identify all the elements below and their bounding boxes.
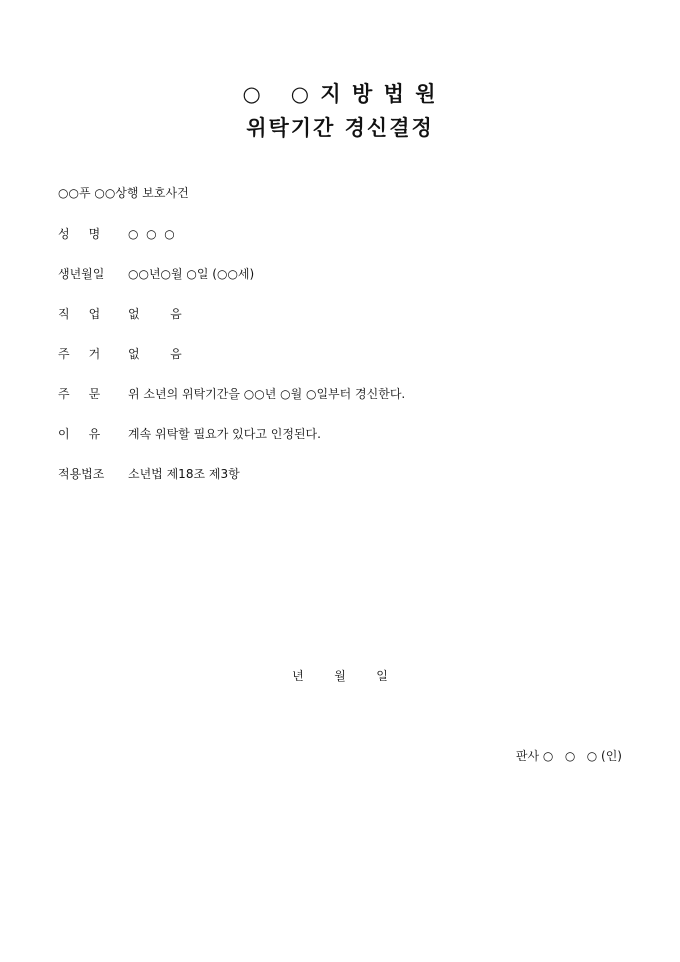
document-title: 위탁기간 경신결정	[246, 115, 434, 140]
field-value: ○○년○월 ○일 (○○세)	[128, 267, 255, 281]
case-name: ○○푸 ○○상행 보호사건	[58, 186, 189, 200]
field-value: 위 소년의 위탁기간을 ○○년 ○월 ○일부터 경신한다.	[128, 387, 406, 401]
decision-date: 년 월 일	[292, 669, 388, 683]
court-title: ○ ○ 지 방 법 원	[242, 81, 438, 106]
field-label: 생년월일	[58, 267, 105, 281]
field-label: 직 업	[58, 307, 101, 321]
field-value: ○ ○ ○	[128, 227, 175, 241]
field-row-birthdate	[58, 265, 255, 283]
field-label: 성 명	[58, 227, 101, 241]
field-row-residence	[58, 345, 182, 363]
field-label: 이 유	[58, 427, 101, 441]
field-row-order	[58, 385, 406, 403]
field-row-applicable-law	[58, 465, 240, 483]
field-row-reason	[58, 425, 321, 443]
judge-signature: 판사 ○ ○ ○ (인)	[515, 749, 622, 763]
field-row-name	[58, 225, 175, 243]
field-value: 계속 위탁할 필요가 있다고 인정된다.	[128, 427, 321, 441]
field-label: 주 거	[58, 347, 101, 361]
field-value: 없 음	[128, 347, 182, 361]
field-label: 적용법조	[58, 467, 105, 481]
field-value: 소년법 제18조 제3항	[128, 467, 240, 481]
field-row-occupation	[58, 305, 182, 323]
field-label: 주 문	[58, 387, 101, 401]
field-value: 없 음	[128, 307, 182, 321]
